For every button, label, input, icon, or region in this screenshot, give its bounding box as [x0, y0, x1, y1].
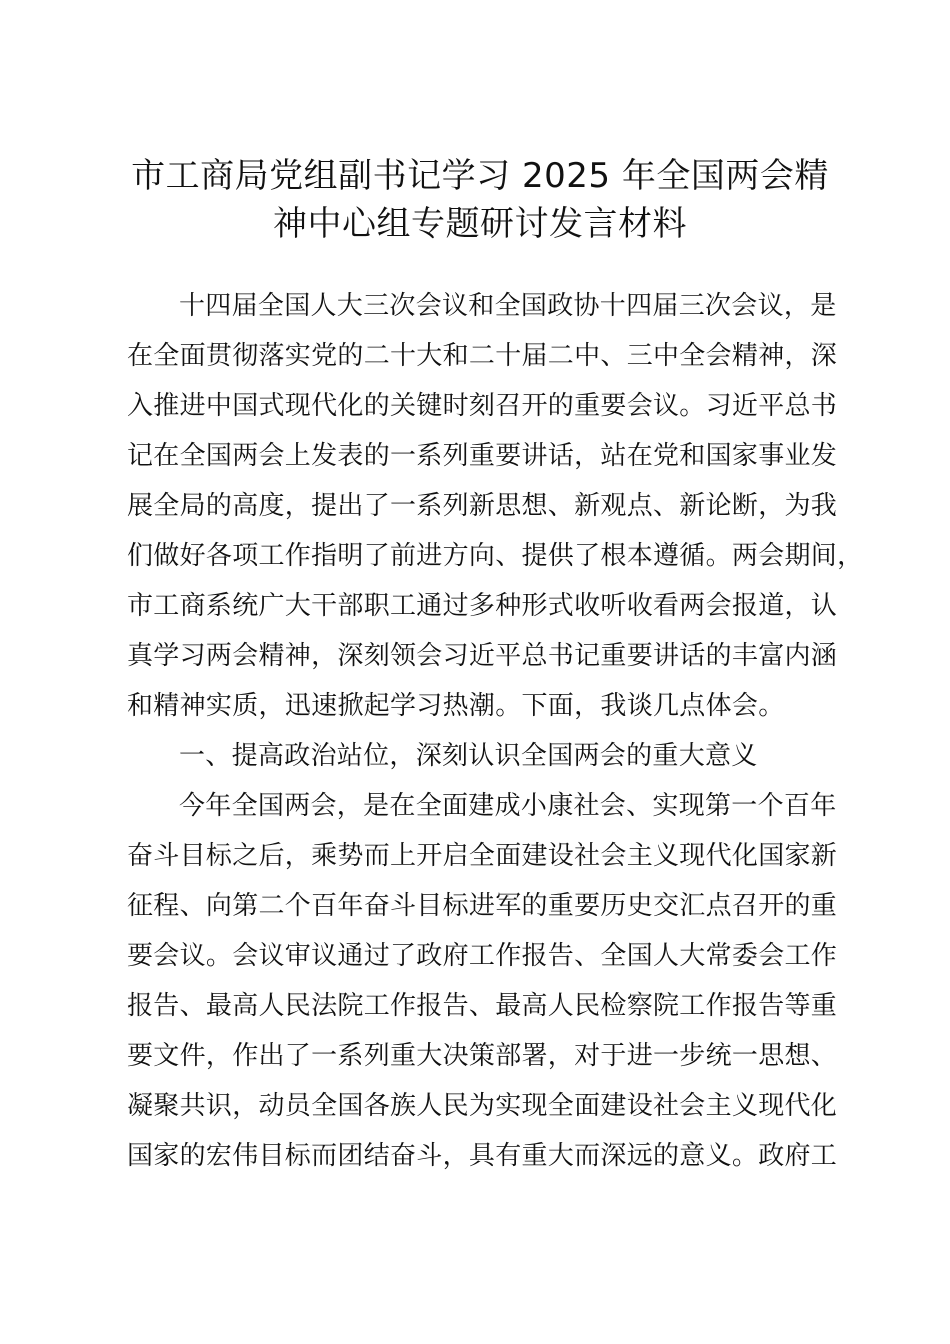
text-line: 和精神实质，迅速掀起学习热潮。下面，我谈几点体会。: [127, 691, 785, 721]
text-line: 今年全国两会，是在全面建成小康社会、实现第一个百年: [179, 791, 837, 821]
text-line: 报告、最高人民法院工作报告、最高人民检察院工作报告等重: [127, 991, 838, 1021]
text-line: 十四届全国人大三次会议和全国政协十四届三次会议，是: [179, 291, 837, 321]
title-line: 神中心组专题研讨发言材料: [273, 204, 687, 244]
text-line: 入推进中国式现代化的关键时刻召开的重要会议。习近平总书: [127, 391, 838, 421]
text-line: 真学习两会精神，深刻领会习近平总书记重要讲话的丰富内涵: [127, 641, 838, 671]
title-line: 市工商局党组副书记学习 2025 年全国两会精: [131, 156, 829, 196]
text-line: 国家的宏伟目标而团结奋斗，具有重大而深远的意义。政府工: [127, 1141, 838, 1171]
document-body: [127, 281, 867, 1181]
text-line: 市工商系统广大干部职工通过多种形式收听收看两会报道，认: [127, 591, 838, 621]
text-line: 在全面贯彻落实党的二十大和二十届二中、三中全会精神，深: [127, 341, 838, 371]
text-line: 展全局的高度，提出了一系列新思想、新观点、新论断，为我: [127, 491, 838, 521]
document-title: [110, 152, 850, 248]
text-line: 要会议。会议审议通过了政府工作报告、全国人大常委会工作: [127, 941, 838, 971]
section-heading: 一、提高政治站位，深刻认识全国两会的重大意义: [179, 741, 758, 771]
text-line: 记在全国两会上发表的一系列重要讲话，站在党和国家事业发: [127, 441, 838, 471]
text-line: 要文件，作出了一系列重大决策部署，对于进一步统一思想、: [127, 1041, 838, 1071]
text-line: 征程、向第二个百年奋斗目标进军的重要历史交汇点召开的重: [127, 891, 838, 921]
text-line: 奋斗目标之后，乘势而上开启全面建设社会主义现代化国家新: [127, 841, 838, 871]
text-line: 们做好各项工作指明了前进方向、提供了根本遵循。两会期间，: [127, 541, 864, 571]
text-line: 凝聚共识，动员全国各族人民为实现全面建设社会主义现代化: [127, 1091, 838, 1121]
